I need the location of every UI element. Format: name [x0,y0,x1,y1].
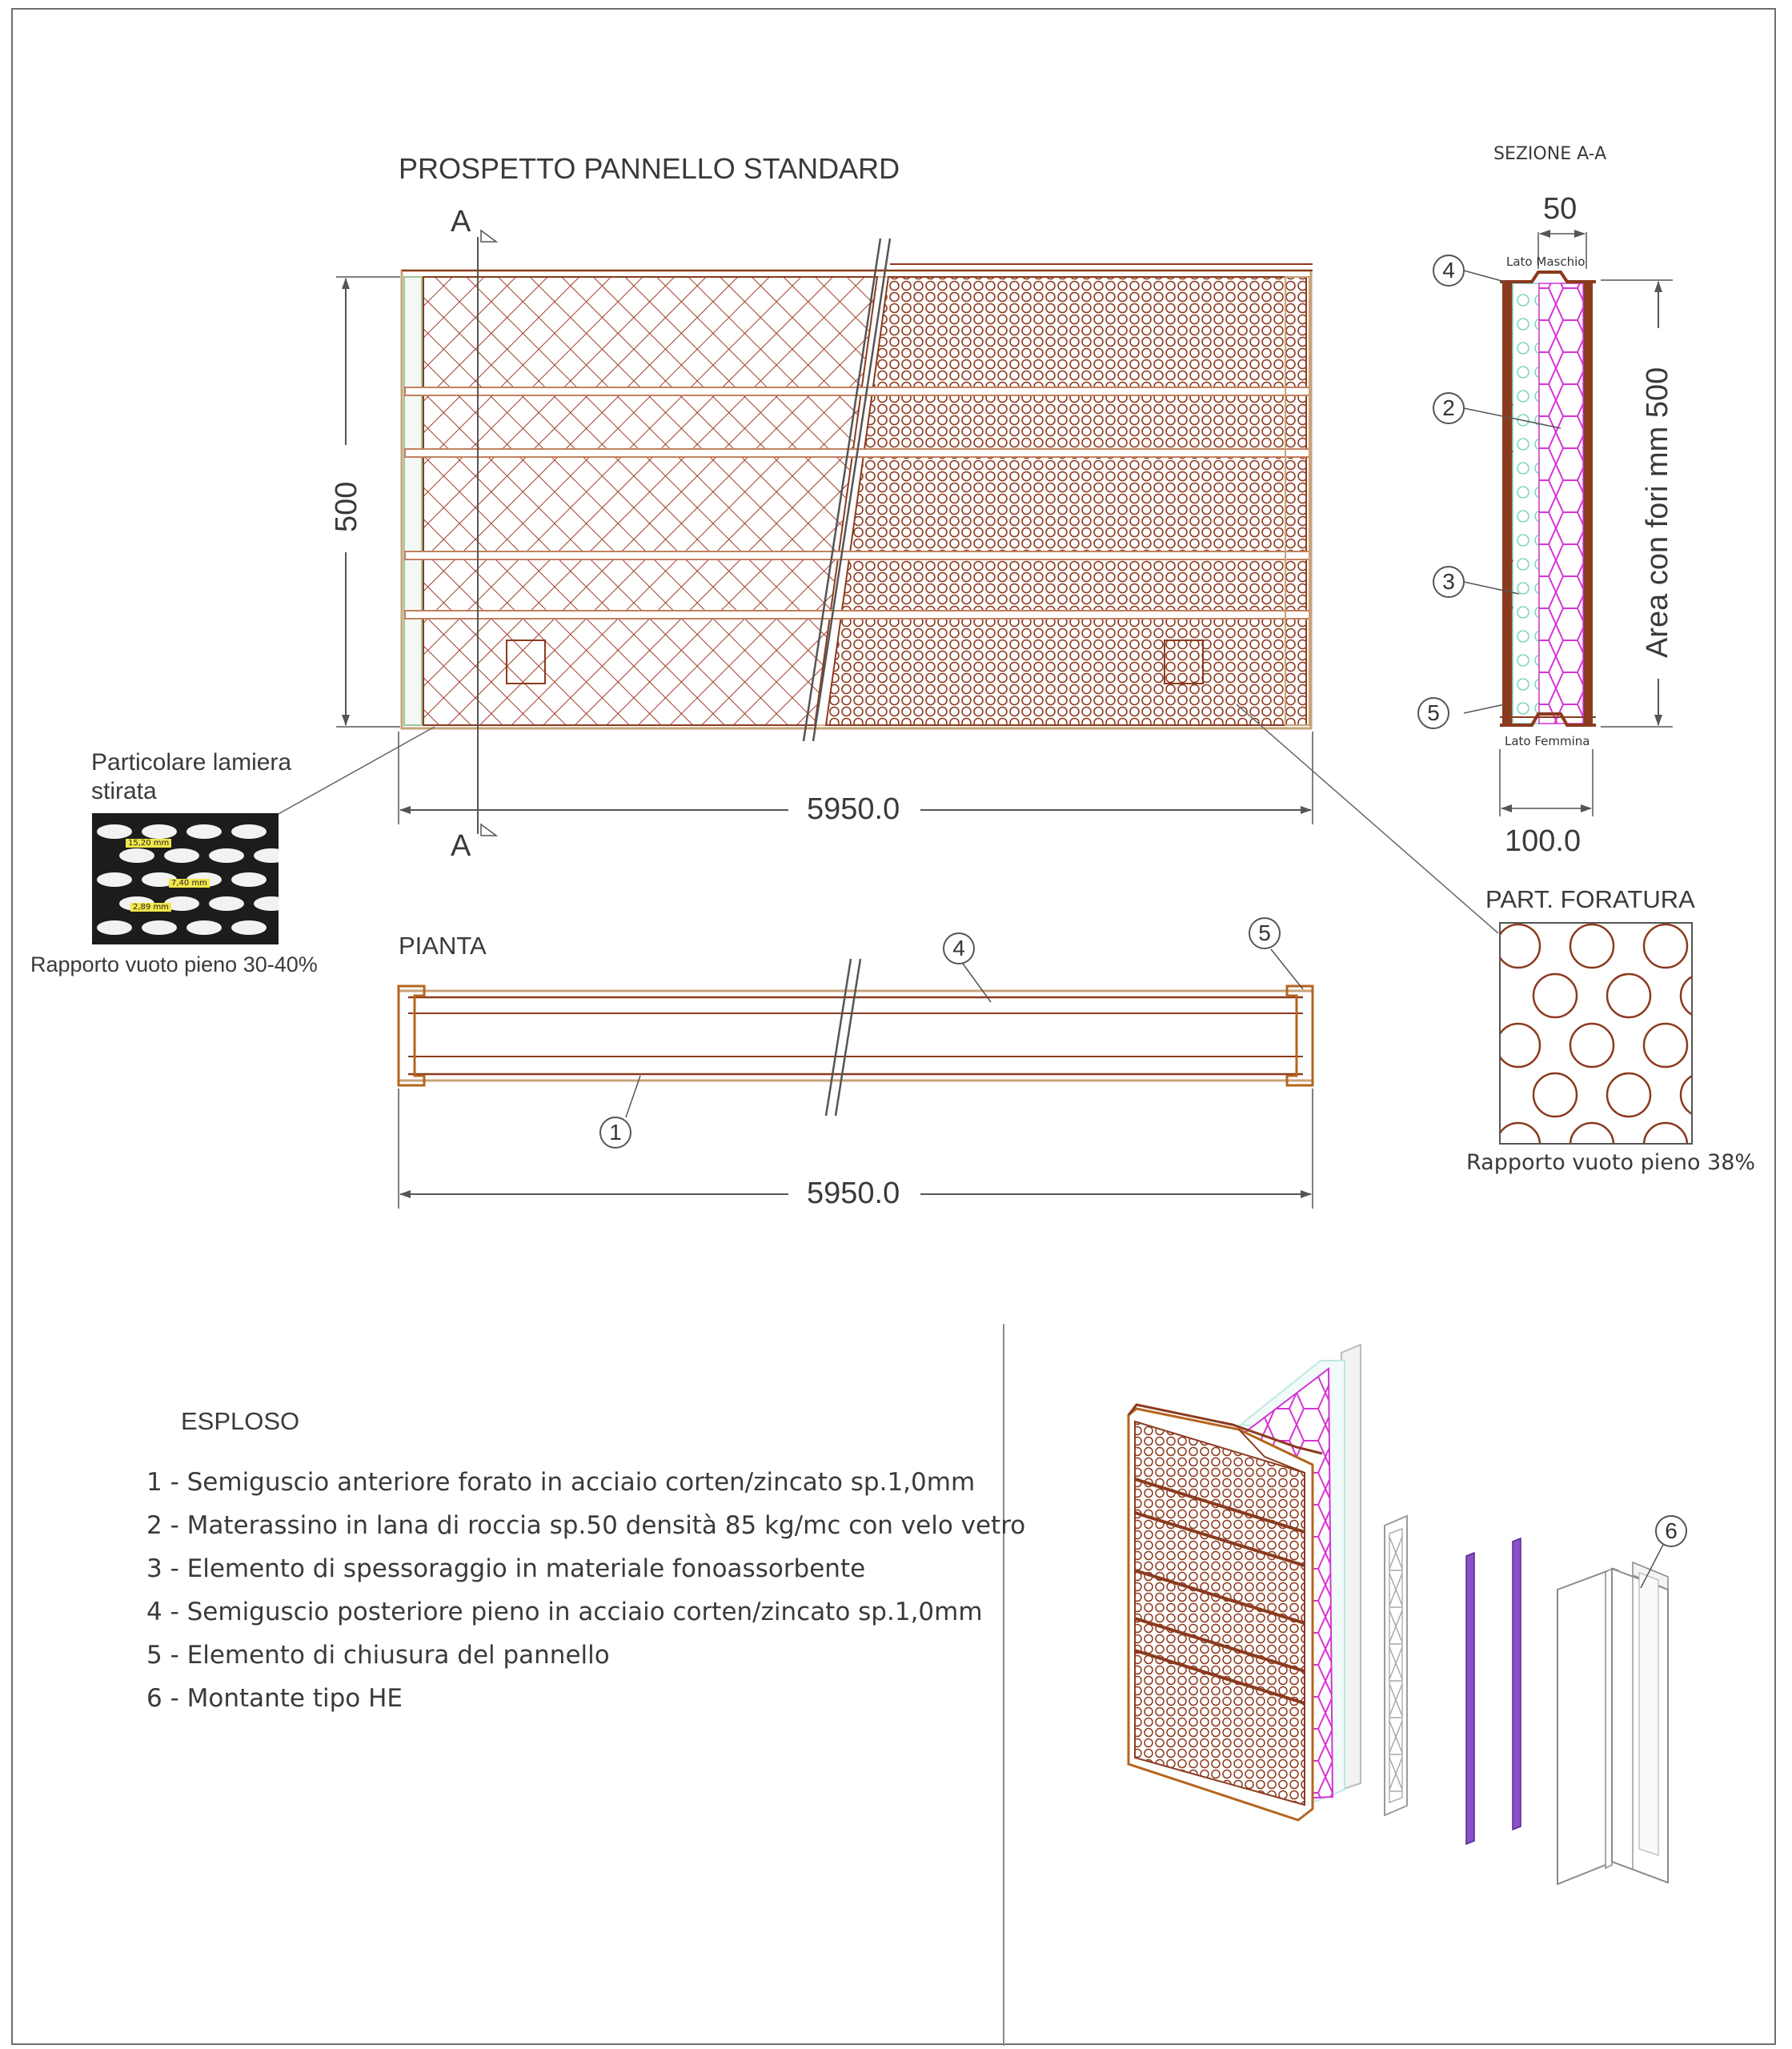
perforation-hole [1718,924,1761,968]
mesh-detail-title-2: stirata [91,778,157,804]
callout-6: 6 [1655,1515,1687,1547]
callout-3: 3 [1433,566,1465,598]
perforation-title: PART. FORATURA [1485,885,1695,913]
section-mark-bottom: A [451,829,471,863]
panel-plan [399,949,1313,1209]
photo-tag: 15,20 mm [126,839,171,848]
section-area-label: Area con fori mm 500 [1641,367,1674,658]
legend-item-4: 4 - Semiguscio posteriore pieno in acciaio corten/zincato sp.1,0mm [146,1598,983,1626]
elevation-height-dim: 500 [330,481,363,532]
expanded-metal-area [423,277,877,725]
perforation-hole [1607,1173,1650,1216]
expanded-metal-photo [92,813,279,944]
mesh-detail-caption: Rapporto vuoto pieno 30-40% [30,952,318,976]
section-female-side: Lato Femmina [1505,734,1590,748]
perforation-hole [1681,1173,1724,1216]
plan-title: PIANTA [399,932,487,960]
photo-tag: 7,40 mm [169,879,210,888]
callout-2: 2 [1433,392,1465,424]
section-male-side: Lato Maschio [1506,255,1586,269]
section-top-dim: 50 [1543,192,1578,226]
perforation-hole [1718,1024,1761,1067]
elevation-width-dim: 5950.0 [807,792,900,826]
section-mark-top: A [451,205,471,239]
perforated-area [826,277,1306,725]
legend-item-3: 3 - Elemento di spessoraggio in materiale fonoassorbente [146,1554,866,1583]
exploded-view [1129,1345,1668,1884]
mesh-detail-title-1: Particolare lamiera [91,749,292,776]
panel-elevation [277,231,1498,933]
callout-4: 4 [943,932,975,964]
perforation-hole [1533,1173,1577,1216]
legend-item-2: 2 - Materassino in lana di roccia sp.50 densità 85 kg/mc con velo vetro [146,1511,1026,1540]
section-title: SEZIONE A-A [1493,144,1607,164]
insulation-layer [1539,283,1583,724]
callout-5: 5 [1249,917,1281,949]
legend-item-5: 5 - Elemento di chiusura del pannello [146,1641,610,1670]
spacer-element [1513,283,1539,724]
plan-width-dim: 5950.0 [807,1177,900,1210]
photo-tag: 2,89 mm [130,903,171,912]
section-bottom-dim: 100.0 [1505,824,1582,858]
perforation-caption: Rapporto vuoto pieno 38% [1466,1150,1756,1175]
callout-4: 4 [1433,255,1465,287]
legend-item-1: 1 - Semiguscio anteriore forato in acciaio corten/zincato sp.1,0mm [146,1468,976,1497]
callout-5: 5 [1417,697,1449,729]
exploded-title: ESPLOSO [181,1407,300,1435]
elevation-title: PROSPETTO PANNELLO STANDARD [399,152,900,185]
legend-item-6: 6 - Montante tipo HE [146,1684,403,1713]
callout-1: 1 [599,1117,631,1149]
